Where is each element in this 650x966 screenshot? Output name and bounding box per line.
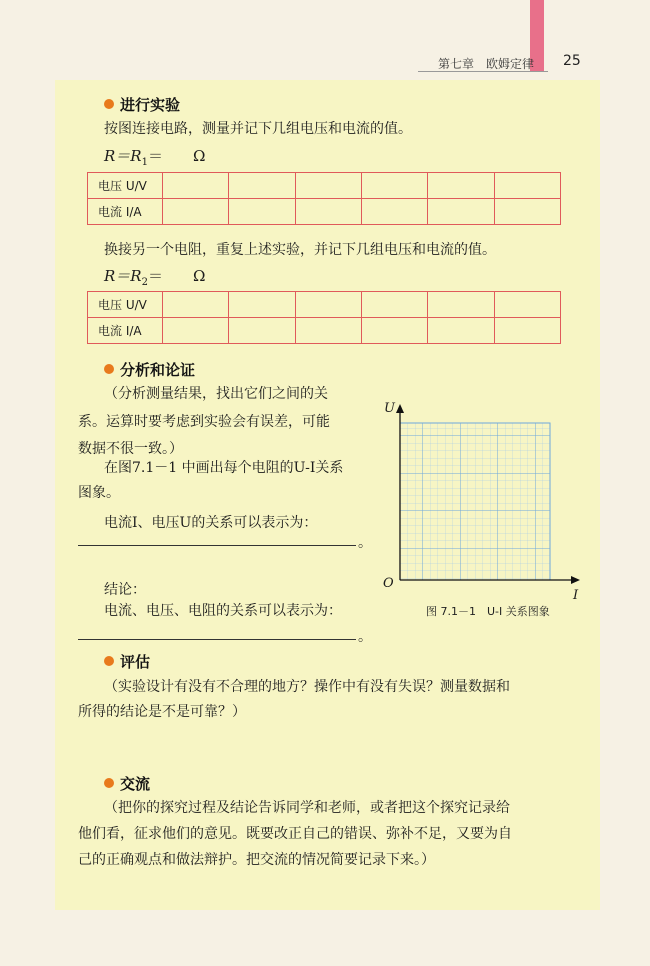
experiment-instruction-2: 换接另一个电阻，重复上述实验，并记下几组电压和电流的值。 (104, 242, 496, 258)
page-number: 25 (563, 53, 581, 69)
experiment-instruction-1: 按图连接电路，测量并记下几组电压和电流的值。 (104, 121, 412, 137)
x-axis-label: I (573, 588, 579, 603)
analysis-text: 在图7.1－1 中画出每个电阻的U-I关系 (104, 460, 344, 476)
table-cell[interactable] (295, 199, 361, 225)
section-title-experiment: 进行实验 (104, 94, 180, 115)
bullet-dot-icon (104, 99, 114, 109)
table-cell[interactable] (494, 173, 560, 199)
analysis-text: 图象。 (78, 485, 120, 501)
analysis-text: 数据不很一致。） (78, 441, 183, 457)
table-cell[interactable] (163, 318, 229, 344)
analysis-text: 系。运算时要考虑到实验会有误差，可能 (78, 414, 330, 430)
table-cell[interactable] (361, 173, 427, 199)
table-cell[interactable] (295, 318, 361, 344)
section-title-exchange: 交流 (104, 773, 150, 794)
row-label-current: 电流 I/A (88, 318, 163, 344)
figure-caption: 图 7.1－1 U-I 关系图象 (426, 605, 550, 618)
ui-graph[interactable] (385, 398, 585, 598)
table-cell[interactable] (361, 318, 427, 344)
period: 。 (358, 629, 372, 645)
evaluation-text: 所得的结论是不是可靠？） (78, 704, 246, 720)
table-cell[interactable] (229, 292, 295, 318)
evaluation-text: （实验设计有没有不合理的地方？操作中有没有失误？测量数据和 (104, 679, 510, 695)
y-axis-label: U (384, 401, 395, 416)
data-table-1 (87, 172, 561, 225)
table-cell[interactable] (163, 292, 229, 318)
table-cell[interactable] (229, 199, 295, 225)
exchange-text: （把你的探究过程及结论告诉同学和老师，或者把这个探究记录给 (104, 800, 510, 816)
table-row-voltage (88, 173, 561, 199)
section-title-evaluation: 评估 (104, 651, 150, 672)
resistance-eq-2: $R=R_2=$ Ω (104, 267, 206, 288)
exchange-text: 己的正确观点和做法辩护。把交流的情况简要记录下来。） (78, 852, 435, 868)
y-axis-arrow-icon (396, 404, 404, 413)
table-cell[interactable] (229, 318, 295, 344)
row-label-voltage: 电压 U/V (88, 173, 163, 199)
table-cell[interactable] (494, 292, 560, 318)
table-cell[interactable] (361, 292, 427, 318)
conclusion-label: 结论： (104, 582, 146, 598)
table-cell[interactable] (295, 292, 361, 318)
row-label-voltage: 电压 U/V (88, 292, 163, 318)
period: 。 (358, 535, 372, 551)
bullet-dot-icon (104, 778, 114, 788)
origin-label: O (383, 576, 394, 591)
relation-prompt: 电流I、电压U的关系可以表示为： (104, 515, 318, 531)
table-cell[interactable] (428, 292, 494, 318)
exchange-text: 他们看，征求他们的意见。既要改正自己的错误、弥补不足，又要为自 (78, 826, 512, 842)
graph-grid (400, 423, 550, 580)
row-label-current: 电流 I/A (88, 199, 163, 225)
x-axis-arrow-icon (571, 576, 580, 584)
table-cell[interactable] (163, 173, 229, 199)
answer-line-1[interactable] (78, 545, 356, 546)
bullet-dot-icon (104, 656, 114, 666)
conclusion-prompt: 电流、电压、电阻的关系可以表示为： (104, 603, 342, 619)
data-table-2 (87, 291, 561, 344)
analysis-text: （分析测量结果，找出它们之间的关 (104, 386, 328, 402)
header-rule (418, 71, 548, 72)
table-row-current (88, 199, 561, 225)
resistance-eq-1: $R=R_1=$ Ω (104, 147, 206, 168)
table-cell[interactable] (229, 173, 295, 199)
chapter-header: 第七章 欧姆定律 (438, 57, 535, 71)
table-cell[interactable] (428, 173, 494, 199)
table-row-current (88, 318, 561, 344)
table-cell[interactable] (494, 199, 560, 225)
table-cell[interactable] (295, 173, 361, 199)
table-cell[interactable] (163, 199, 229, 225)
table-cell[interactable] (428, 318, 494, 344)
table-cell[interactable] (428, 199, 494, 225)
bullet-dot-icon (104, 364, 114, 374)
table-cell[interactable] (494, 318, 560, 344)
section-title-analysis: 分析和论证 (104, 359, 195, 380)
table-row-voltage (88, 292, 561, 318)
answer-line-2[interactable] (78, 639, 356, 640)
table-cell[interactable] (361, 199, 427, 225)
